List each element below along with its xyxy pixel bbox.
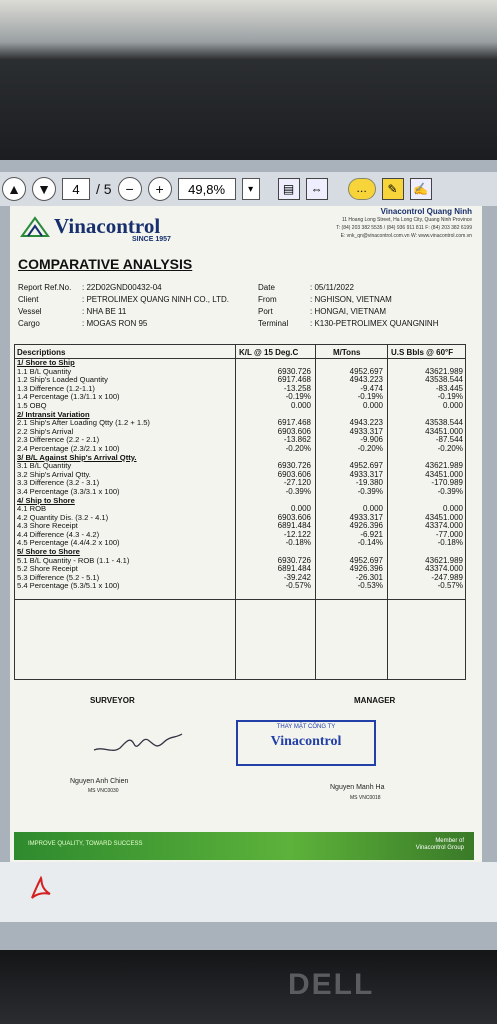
- surveyor-name: Nguyen Anh Chien: [70, 778, 129, 785]
- table-cell-mt: -0.39%: [357, 486, 383, 496]
- monitor-top-bezel: [0, 0, 497, 60]
- table-cell-mt: 0.000: [362, 400, 383, 410]
- table-cell-kl: -0.18%: [285, 538, 311, 548]
- table-cell-kl: 0.000: [290, 504, 311, 514]
- info-value: : HONGAI, VIETNAM: [310, 307, 387, 316]
- bbls-column: [389, 359, 463, 591]
- table-row-description: 4.4 Difference (4.3 - 4.2): [17, 529, 100, 539]
- info-label: Terminal: [258, 319, 289, 328]
- table-cell-kl: 6917.468: [277, 418, 311, 428]
- table-row-description: 5.3 Difference (5.2 - 5.1): [17, 572, 100, 582]
- table-cell-kl: 6930.726: [277, 461, 311, 471]
- row-divider: [15, 599, 465, 600]
- zoom-value: 49,8%: [188, 181, 226, 197]
- table-cell-kl: -0.39%: [285, 486, 311, 496]
- table-cell-bbl: -83.445: [435, 383, 463, 393]
- table-cell-bbl: 43538.544: [425, 375, 463, 385]
- info-label: Cargo: [18, 319, 40, 328]
- info-right-values: [310, 282, 480, 330]
- table-cell-bbl: 43621.989: [425, 555, 463, 565]
- table-cell-kl: 6930.726: [277, 366, 311, 376]
- table-section-heading: 5/ Shore to Shore: [17, 547, 80, 557]
- next-page-icon[interactable]: ▼: [32, 177, 56, 201]
- col-divider: [315, 345, 316, 679]
- table-cell-mt: 4952.697: [349, 461, 383, 471]
- info-right-labels: [258, 282, 308, 330]
- table-row-description: 1.2 Ship's Loaded Quantity: [17, 375, 108, 385]
- table-section-heading: 1/ Shore to Ship: [17, 358, 75, 367]
- table-cell-mt: 4952.697: [349, 366, 383, 376]
- table-cell-kl: -12.122: [283, 529, 311, 539]
- branch-name: Vinacontrol Quang Ninh: [380, 207, 472, 216]
- table-cell-bbl: -0.57%: [437, 581, 463, 591]
- table-row-description: 3.1 B/L Quantity: [17, 461, 72, 471]
- comment-icon[interactable]: …: [348, 178, 376, 200]
- surveyor-signature: [90, 728, 186, 758]
- table-cell-bbl: 43538.544: [425, 418, 463, 428]
- col-divider: [387, 345, 388, 679]
- table-cell-kl: 6903.606: [277, 512, 311, 522]
- table-row-description: 1.3 Difference (1.2-1.1): [17, 383, 95, 393]
- page-footer: [14, 832, 474, 860]
- table-cell-mt: 4943.223: [349, 375, 383, 385]
- info-value: : NGHISON, VIETNAM: [310, 295, 392, 304]
- pdf-toolbar: [0, 172, 497, 206]
- surveyor-id: MS VNC0030: [88, 788, 119, 794]
- branch-email: E: vnk_qn@vinacontrol.com.vn W: www.vinacontrol.com.vn: [340, 233, 472, 239]
- table-row-description: 3.2 Ship's Arrival Qtty.: [17, 469, 91, 479]
- header-kl: K/L @ 15 Deg.C: [239, 348, 299, 357]
- table-row-description: 5.4 Percentage (5.3/5.1 x 100): [17, 581, 120, 591]
- table-cell-kl: -39.242: [283, 572, 311, 582]
- table-cell-mt: 4933.317: [349, 426, 383, 436]
- info-value: : 05/11/2022: [310, 283, 354, 292]
- table-cell-bbl: 43451.000: [425, 512, 463, 522]
- page-number-input[interactable]: 4: [62, 178, 90, 200]
- sign-icon[interactable]: ✍: [410, 178, 432, 200]
- kl-column: [237, 359, 311, 591]
- table-cell-kl: 6891.484: [277, 521, 311, 531]
- acrobat-pdf-icon[interactable]: [26, 874, 56, 904]
- table-cell-mt: -0.19%: [357, 392, 383, 402]
- table-cell-mt: -9.474: [360, 383, 383, 393]
- info-label: Date: [258, 283, 275, 292]
- manager-id: MS VNC0018: [350, 795, 381, 801]
- table-cell-kl: -0.20%: [285, 443, 311, 453]
- table-section-heading: 2/ Intransit Variation: [17, 409, 90, 419]
- table-row-description: 5.1 B/L Quantity - ROB (1.1 - 4.1): [17, 555, 130, 565]
- table-row-description: 1.5 OBQ: [17, 400, 47, 410]
- branch-address: 11 Hoang Long Street, Ha Long City, Quang Ninh Province: [341, 217, 472, 223]
- descriptions-column: [17, 359, 150, 591]
- table-cell-mt: -9.906: [360, 435, 383, 445]
- info-value: : 22D02GND00432-04: [82, 283, 162, 292]
- page-total: / 5: [96, 181, 112, 197]
- table-cell-bbl: -0.18%: [437, 538, 463, 548]
- table-row-description: 4.5 Percentage (4.4/4.2 x 100): [17, 538, 120, 548]
- info-value: : K130-PETROLIMEX QUANGNINH: [310, 319, 439, 328]
- pdf-page: [10, 206, 482, 864]
- table-row-description: 2.2 Ship's Arrival: [17, 426, 74, 436]
- table-cell-bbl: -0.20%: [437, 443, 463, 453]
- fit-width-icon[interactable]: ⇔: [306, 178, 328, 200]
- fit-page-icon[interactable]: ▤: [278, 178, 300, 200]
- table-cell-kl: -13.258: [283, 383, 311, 393]
- table-row-description: 4.3 Shore Receipt: [17, 521, 78, 531]
- table-row-description: 3.3 Difference (3.2 - 3.1): [17, 478, 100, 488]
- table-cell-mt: -0.20%: [357, 443, 383, 453]
- table-cell-mt: 4943.223: [349, 418, 383, 428]
- footer-group-name: Vinacontrol Group: [415, 845, 464, 851]
- table-cell-bbl: -247.989: [431, 572, 463, 582]
- header-bbls: U.S Bbls @ 60°F: [391, 348, 454, 357]
- table-cell-bbl: 43621.989: [425, 461, 463, 471]
- table-cell-mt: 4933.317: [349, 469, 383, 479]
- table-row-description: 2.4 Percentage (2.3/2.1 x 100): [17, 443, 120, 453]
- table-cell-kl: -0.19%: [285, 392, 311, 402]
- info-label: Vessel: [18, 307, 42, 316]
- monitor-bottom-bezel: [0, 950, 497, 1024]
- info-label: From: [258, 295, 277, 304]
- stamp-caption: THAY MẶT CÔNG TY: [276, 724, 336, 730]
- table-row-description: 5.2 Shore Receipt: [17, 564, 78, 574]
- table-cell-kl: -27.120: [283, 478, 311, 488]
- table-cell-kl: 6917.468: [277, 375, 311, 385]
- info-label: Report Ref.No.: [18, 283, 72, 292]
- info-left-labels: [18, 282, 88, 330]
- table-cell-mt: -19.380: [355, 478, 383, 488]
- table-cell-bbl: 43451.000: [425, 426, 463, 436]
- mtons-column: [317, 359, 383, 591]
- table-cell-mt: 4926.396: [349, 564, 383, 574]
- table-cell-bbl: -77.000: [435, 529, 463, 539]
- table-row-description: 2.3 Difference (2.2 - 2.1): [17, 435, 100, 445]
- info-left-values: [82, 282, 252, 330]
- table-cell-kl: 6903.606: [277, 426, 311, 436]
- table-cell-mt: -26.301: [355, 572, 383, 582]
- stamp-company: Vinacontrol: [270, 734, 342, 749]
- table-cell-kl: 6930.726: [277, 555, 311, 565]
- highlight-icon[interactable]: ✎: [382, 178, 404, 200]
- footer-slogan: IMPROVE QUALITY, TOWARD SUCCESS: [28, 841, 143, 847]
- table-section-heading: 4/ Ship to Shore: [17, 495, 75, 505]
- table-row-description: 2.1 Ship's After Loading Qtty (1.2 + 1.5): [17, 418, 150, 428]
- footer-group: [416, 838, 464, 852]
- zoom-out-icon[interactable]: −: [118, 177, 142, 201]
- table-cell-kl: -13.862: [283, 435, 311, 445]
- table-cell-kl: -0.57%: [285, 581, 311, 591]
- company-contact: [282, 208, 472, 240]
- header-descriptions: Descriptions: [17, 348, 66, 357]
- table-row-description: 1.4 Percentage (1.3/1.1 x 100): [17, 392, 120, 402]
- zoom-dropdown-icon[interactable]: ▾: [242, 178, 260, 200]
- table-cell-bbl: -0.19%: [437, 392, 463, 402]
- table-cell-bbl: 0.000: [442, 400, 463, 410]
- table-cell-bbl: 43374.000: [425, 564, 463, 574]
- info-value: : MOGAS RON 95: [82, 319, 148, 328]
- document-title: COMPARATIVE ANALYSIS: [18, 256, 193, 272]
- table-cell-mt: -6.921: [360, 529, 383, 539]
- monitor-bezel-band: [0, 60, 497, 160]
- table-cell-kl: 6903.606: [277, 469, 311, 479]
- monitor-brand-logo: DELL: [288, 968, 375, 1001]
- table-cell-bbl: 43621.989: [425, 366, 463, 376]
- info-label: Port: [258, 307, 273, 316]
- header-mtons: M/Tons: [333, 348, 361, 357]
- surveyor-label: SURVEYOR: [90, 696, 135, 705]
- table-cell-mt: 4952.697: [349, 555, 383, 565]
- table-row-description: 4.2 Quantity Dis. (3.2 - 4.1): [17, 512, 109, 522]
- zoom-in-icon[interactable]: +: [148, 177, 172, 201]
- table-cell-bbl: -87.544: [435, 435, 463, 445]
- table-cell-mt: 0.000: [362, 504, 383, 514]
- table-section-heading: 3/ B/L Against Ship's Arrival Qtty.: [17, 452, 137, 462]
- footer-member: Member of: [435, 838, 464, 844]
- company-stamp: [236, 720, 376, 766]
- table-cell-bbl: -0.39%: [437, 486, 463, 496]
- info-value: : PETROLIMEX QUANG NINH CO., LTD.: [82, 295, 229, 304]
- zoom-level-select[interactable]: [178, 178, 236, 200]
- since-label: SINCE 1957: [132, 236, 171, 243]
- table-cell-bbl: 0.000: [442, 504, 463, 514]
- table-row-description: 3.4 Percentage (3.3/3.1 x 100): [17, 486, 120, 496]
- table-cell-bbl: 43451.000: [425, 469, 463, 479]
- table-row-description: 4.1 ROB: [17, 504, 47, 514]
- table-cell-mt: 4926.396: [349, 521, 383, 531]
- table-cell-mt: -0.53%: [357, 581, 383, 591]
- table-row-description: 1.1 B/L Quantity: [17, 366, 72, 376]
- table-cell-bbl: 43374.000: [425, 521, 463, 531]
- info-value: : NHA BE 11: [82, 307, 127, 316]
- viewer-bottom-bar: [0, 862, 497, 922]
- previous-page-icon[interactable]: ▲: [2, 177, 26, 201]
- branch-phone: T: (84) 203 382 5535 / (84) 936 911 811 F: (84) 203 382 6199: [336, 225, 472, 231]
- manager-name: Nguyen Manh Ha: [330, 784, 385, 791]
- col-divider: [235, 345, 236, 679]
- comparative-table: [14, 344, 466, 680]
- table-cell-mt: -0.14%: [357, 538, 383, 548]
- table-cell-bbl: -170.989: [431, 478, 463, 488]
- table-cell-mt: 4933.317: [349, 512, 383, 522]
- info-label: Client: [18, 295, 39, 304]
- vinacontrol-logo-icon: [20, 216, 50, 238]
- table-cell-kl: 6891.484: [277, 564, 311, 574]
- table-cell-kl: 0.000: [290, 400, 311, 410]
- manager-label: MANAGER: [354, 696, 396, 705]
- company-name: Vinacontrol: [54, 214, 161, 238]
